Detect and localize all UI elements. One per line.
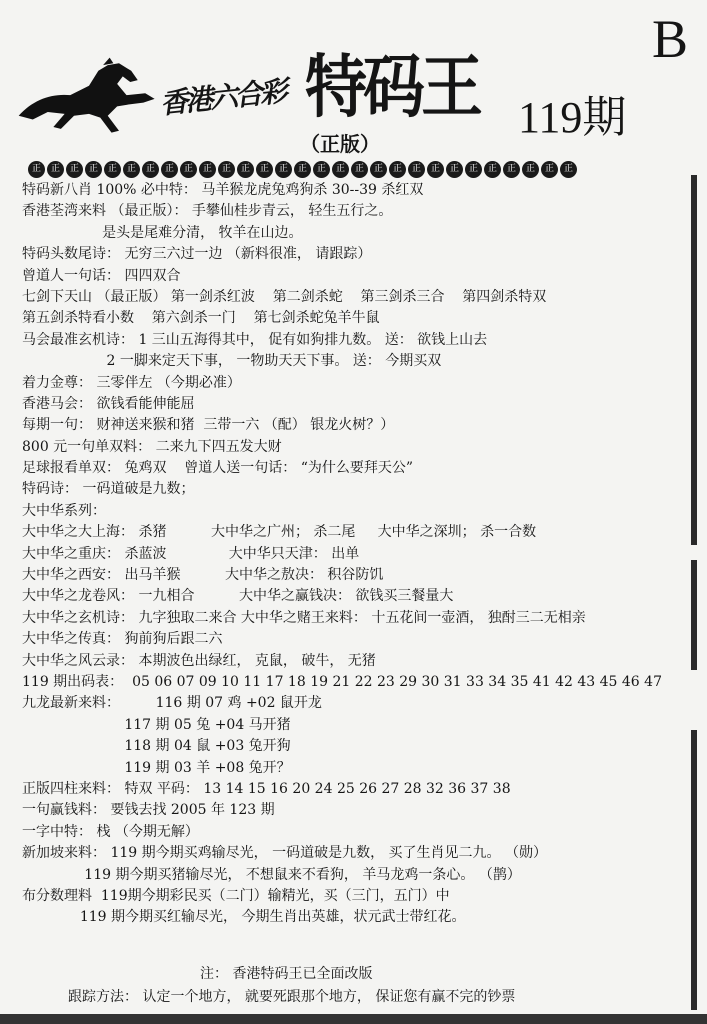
footer-note: 注： 香港特码王已全面改版 <box>200 966 373 982</box>
stamp-icon: 正 <box>332 161 349 178</box>
stamp-icon: 正 <box>199 161 216 178</box>
stamp-icon: 正 <box>294 161 311 178</box>
text-line: 香港马会： 欲钱看能伸能屈 <box>22 395 195 412</box>
text-line: 足球报看单双： 兔鸡双 曾道人送一句话： “为什么要拜天公” <box>22 460 414 477</box>
text-line: 九龙最新来料： 116 期 07 鸡 +02 鼠开龙 <box>22 695 322 712</box>
text-line: 香港荃湾来料 （最正版）： 手攀仙桂步青云， 轻生五行之。 <box>22 203 393 220</box>
text-line: 马会最准玄机诗： 1 三山五海得其中， 促有如狗排九数。 送： 欲钱上山去 <box>22 331 488 348</box>
stamp-icon: 正 <box>180 161 197 178</box>
text-line: 大中华系列： <box>22 502 106 519</box>
stamp-icon: 正 <box>104 161 121 178</box>
stamp-icon: 正 <box>427 161 444 178</box>
stamp-icon: 正 <box>389 161 406 178</box>
text-line: 118 期 04 鼠 +03 兔开狗 <box>22 738 291 755</box>
text-line: 117 期 05 兔 +04 马开猪 <box>22 716 291 733</box>
stamp-icon: 正 <box>465 161 482 178</box>
text-line: 大中华之传真： 狗前狗后跟二六 <box>22 631 223 648</box>
text-line: 一句赢钱料： 要钱去找 2005 年 123 期 <box>22 802 275 819</box>
stamp-icon: 正 <box>142 161 159 178</box>
text-line: 119 期 03 羊 +08 兔开？ <box>22 759 291 776</box>
text-line: 新加坡来料： 119 期今期买鸡输尽光， 一码道破是九数， 买了生肖见二九。 （勋） <box>22 845 547 862</box>
text-line: 曾道人一句话： 四四双合 <box>22 267 181 284</box>
text-line: 大中华之重庆： 杀蓝波 大中华只天津： 出单 <box>22 545 360 562</box>
stamp-icon: 正 <box>123 161 140 178</box>
page-title: 特码王 <box>305 46 480 127</box>
text-line: 大中华之龙卷风： 一九相合 大中华之赢钱决： 欲钱买三餐量大 <box>22 588 454 605</box>
stamp-icon: 正 <box>351 161 368 178</box>
text-line: 七剑下天山 （最正版） 第一剑杀红波 第二剑杀蛇 第三剑杀三合 第四剑杀特双 <box>22 288 547 305</box>
stamp-icon: 正 <box>237 161 254 178</box>
stamp-icon: 正 <box>446 161 463 178</box>
edition-label: （正版） <box>300 132 380 156</box>
stamp-icon: 正 <box>370 161 387 178</box>
stamp-icon: 正 <box>484 161 501 178</box>
stamp-icon: 正 <box>85 161 102 178</box>
stamp-icon: 正 <box>28 161 45 178</box>
stamp-icon: 正 <box>408 161 425 178</box>
text-line: 大中华之玄机诗： 九字独取二来合 大中华之赌王来料： 十五花间一壶酒， 独酎三二无相亲 <box>22 609 586 626</box>
text-line: 一字中特： 栈 （今期无解） <box>22 823 199 840</box>
stamp-icon: 正 <box>275 161 292 178</box>
edition-badge: B <box>652 9 689 69</box>
stamp-icon: 正 <box>522 161 539 178</box>
racehorse-logo-icon <box>14 55 164 140</box>
stamp-row <box>28 161 577 178</box>
text-line: 特码头数尾诗： 无穷三六过一边 （新料很准， 请跟踪） <box>22 246 372 263</box>
text-line: 119 期今期买红输尽光， 今期生肖出英雄，状元武士带红花。 <box>22 909 466 926</box>
text-line: 特码新八肖 100% 必中特： 马羊猴龙虎兔鸡狗杀 30--39 杀红双 <box>22 182 424 198</box>
text-line: 119 期出码表： 05 06 07 09 10 11 17 18 19 21 22 23 29 30 31 33 34 35 41 42 43 45 46 47 <box>22 673 662 690</box>
text-line: 大中华之大上海： 杀猪 大中华之广州； 杀二尾 大中华之深圳； 杀一合数 <box>22 524 537 541</box>
text-line: 正版四柱来料： 特双 平码： 13 14 15 16 20 24 25 26 27 28 32 36 37 38 <box>22 780 511 797</box>
footer <box>0 963 707 1009</box>
text-line: 2 一脚来定天下事， 一物助天天下事。 送： 今期买双 <box>22 353 442 370</box>
stamp-icon: 正 <box>541 161 558 178</box>
text-line: 大中华之西安： 出马羊猴 大中华之敖决： 积谷防饥 <box>22 567 384 584</box>
text-line: 第五剑杀特看小数 第六剑杀一门 第七剑杀蛇兔羊牛鼠 <box>22 310 380 327</box>
issue-number: 119期 <box>518 93 627 142</box>
document-body <box>22 180 692 929</box>
stamp-icon: 正 <box>313 161 330 178</box>
stamp-icon: 正 <box>47 161 64 178</box>
text-line: 800 元一句单双料： 二来九下四五发大财 <box>22 438 282 455</box>
stamp-icon: 正 <box>66 161 83 178</box>
text-line: 大中华之风云录： 本期波色出绿红， 克鼠， 破牛， 无猪 <box>22 652 376 669</box>
footer-tracking: 跟踪方法： 认定一个地方， 就要死跟那个地方， 保证您有赢不完的钞票 <box>68 989 516 1005</box>
text-line: 布分数理料 119期今期彩民买（二门）输精光，买（三门，五门）中 <box>22 887 450 904</box>
text-line: 是头是尾难分清， 牧羊在山边。 <box>22 224 303 241</box>
stamp-icon: 正 <box>560 161 577 178</box>
stamp-icon: 正 <box>161 161 178 178</box>
text-line: 119 期今期买猪输尽光， 不想鼠来不看狗， 羊马龙鸡一条心。 （鹊） <box>22 866 521 883</box>
stamp-icon: 正 <box>503 161 520 178</box>
subtitle: 香港六合彩 <box>158 74 287 121</box>
text-line: 特码诗： 一码道破是九数； <box>22 481 195 498</box>
text-line: 每期一句： 财神送来猴和猪 三带一六 （配） 银龙火树？） <box>22 417 395 434</box>
text-line: 着力金尊： 三零伴左 （今期必准） <box>22 374 241 391</box>
stamp-icon: 正 <box>256 161 273 178</box>
scan-border-bottom <box>0 1014 707 1024</box>
stamp-icon: 正 <box>218 161 235 178</box>
